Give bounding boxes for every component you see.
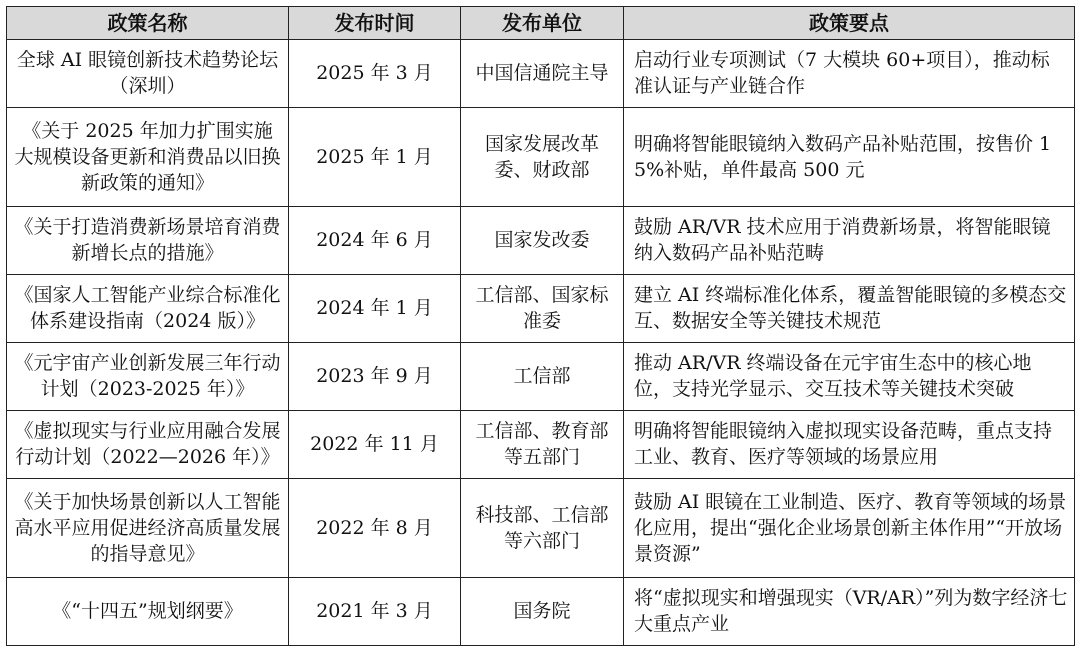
header-release-date: 发布时间: [289, 7, 461, 40]
policy-points-cell: 将“虚拟现实和增强现实（VR/AR）”列为数字经济七大重点产业: [624, 577, 1075, 645]
table-row: [7, 206, 1075, 274]
release-date-cell: 2023 年 9 月: [289, 342, 461, 410]
release-date-cell: 2024 年 1 月: [289, 274, 461, 342]
table-row: [7, 40, 1075, 108]
policy-name-cell: 全球 AI 眼镜创新技术趋势论坛（深圳）: [7, 40, 289, 108]
table-row: [7, 342, 1075, 410]
release-date-cell: 2025 年 3 月: [289, 40, 461, 108]
issuing-unit-cell: 工信部、国家标准委: [461, 274, 624, 342]
policy-name-cell: 《虚拟现实与行业应用融合发展行动计划（2022—2026 年）》: [7, 410, 289, 478]
policy-points-cell: 启动行业专项测试（7 大模块 60+项目），推动标准认证与产业链合作: [624, 40, 1075, 108]
table-row: [7, 107, 1075, 206]
policy-points-cell: 建立 AI 终端标准化体系，覆盖智能眼镜的多模态交互、数据安全等关键技术规范: [624, 274, 1075, 342]
issuing-unit-cell: 国家发改委: [461, 206, 624, 274]
table-row: [7, 478, 1075, 577]
table-row: [7, 274, 1075, 342]
header-policy-name: 政策名称: [7, 7, 289, 40]
header-policy-points: 政策要点: [624, 7, 1075, 40]
issuing-unit-cell: 国务院: [461, 577, 624, 645]
release-date-cell: 2021 年 3 月: [289, 577, 461, 645]
issuing-unit-cell: 国家发展改革委、财政部: [461, 107, 624, 206]
policy-points-cell: 鼓励 AR/VR 技术应用于消费新场景，将智能眼镜纳入数码产品补贴范畴: [624, 206, 1075, 274]
policy-points-cell: 明确将智能眼镜纳入数码产品补贴范围，按售价 15%补贴，单件最高 500 元: [624, 107, 1075, 206]
policy-table-container: [6, 6, 1074, 646]
issuing-unit-cell: 科技部、工信部等六部门: [461, 478, 624, 577]
table-header-row: [7, 7, 1075, 40]
header-issuing-unit: 发布单位: [461, 7, 624, 40]
table-row: [7, 410, 1075, 478]
policy-name-cell: 《关于加快场景创新以人工智能高水平应用促进经济高质量发展的指导意见》: [7, 478, 289, 577]
policy-table: [6, 6, 1075, 646]
release-date-cell: 2025 年 1 月: [289, 107, 461, 206]
policy-points-cell: 推动 AR/VR 终端设备在元宇宙生态中的核心地位，支持光学显示、交互技术等关键技术突破: [624, 342, 1075, 410]
release-date-cell: 2024 年 6 月: [289, 206, 461, 274]
release-date-cell: 2022 年 11 月: [289, 410, 461, 478]
issuing-unit-cell: 工信部、教育部等五部门: [461, 410, 624, 478]
table-row: [7, 577, 1075, 645]
release-date-cell: 2022 年 8 月: [289, 478, 461, 577]
policy-name-cell: 《元宇宙产业创新发展三年行动计划（2023-2025 年）》: [7, 342, 289, 410]
policy-name-cell: 《关于打造消费新场景培育消费新增长点的措施》: [7, 206, 289, 274]
issuing-unit-cell: 工信部: [461, 342, 624, 410]
policy-name-cell: 《国家人工智能产业综合标准化体系建设指南（2024 版）》: [7, 274, 289, 342]
policy-name-cell: 《“十四五”规划纲要》: [7, 577, 289, 645]
policy-points-cell: 鼓励 AI 眼镜在工业制造、医疗、教育等领域的场景化应用，提出“强化企业场景创新主体作用”“开放场景资源”: [624, 478, 1075, 577]
issuing-unit-cell: 中国信通院主导: [461, 40, 624, 108]
policy-name-cell: 《关于 2025 年加力扩围实施大规模设备更新和消费品以旧换新政策的通知》: [7, 107, 289, 206]
policy-points-cell: 明确将智能眼镜纳入虚拟现实设备范畴，重点支持工业、教育、医疗等领域的场景应用: [624, 410, 1075, 478]
